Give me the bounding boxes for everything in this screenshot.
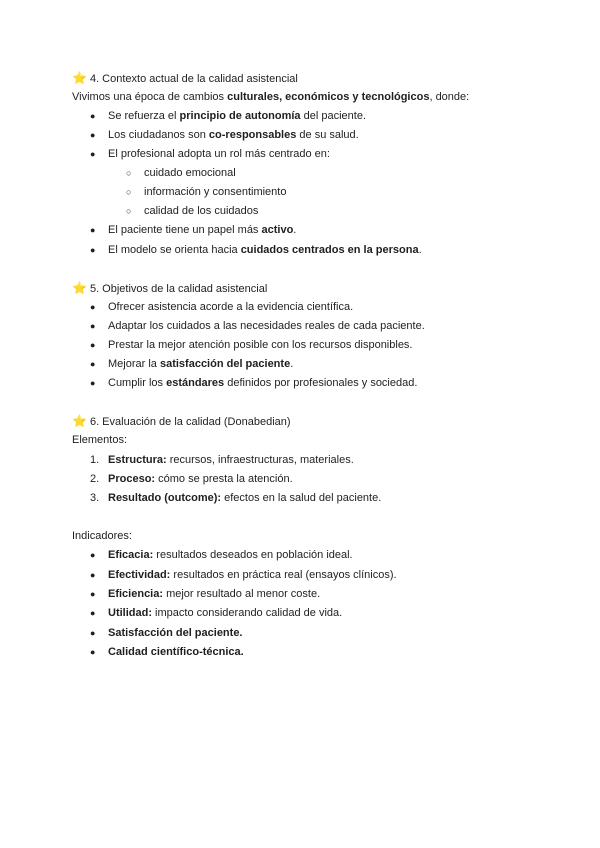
elements-label: Elementos: bbox=[72, 434, 128, 446]
bullet-icon: ● bbox=[90, 111, 96, 121]
bullet-icon: ● bbox=[90, 302, 96, 312]
bullet-icon: ● bbox=[90, 340, 96, 350]
list-item: ● Cumplir los estándares definidos por profesionales y sociedad. bbox=[90, 374, 417, 393]
hollow-bullet-icon: ○ bbox=[126, 168, 132, 178]
star-icon: ⭐ bbox=[72, 281, 87, 295]
list-item: ● Efectividad: resultados en práctica real (ensayos clínicos). bbox=[90, 566, 397, 585]
list-item: ● El paciente tiene un papel más activo. bbox=[90, 221, 296, 240]
bullet-icon: ● bbox=[90, 589, 96, 599]
section-6-heading: ⭐ 6. Evaluación de la calidad (Donabedian) bbox=[72, 414, 291, 428]
bullet-icon: ● bbox=[90, 550, 96, 560]
bullet-icon: ● bbox=[90, 225, 96, 235]
list-item: ● Eficiencia: mejor resultado al menor coste. bbox=[90, 585, 320, 604]
list-item: ● Utilidad: impacto considerando calidad de vida. bbox=[90, 604, 342, 623]
list-item: ● El modelo se orienta hacia cuidados centrados en la persona. bbox=[90, 241, 422, 260]
indicators-label: Indicadores: bbox=[72, 530, 132, 542]
sub-list-item: ○ calidad de los cuidados bbox=[126, 202, 258, 221]
bullet-icon: ● bbox=[90, 245, 96, 255]
bullet-icon: ● bbox=[90, 359, 96, 369]
bullet-icon: ● bbox=[90, 647, 96, 657]
star-icon: ⭐ bbox=[72, 414, 87, 428]
list-item: ● Adaptar los cuidados a las necesidades reales de cada paciente. bbox=[90, 317, 425, 336]
bullet-icon: ● bbox=[90, 130, 96, 140]
section-5-heading: ⭐ 5. Objetivos de la calidad asistencial bbox=[72, 281, 268, 295]
list-item: ● Se refuerza el principio de autonomía del paciente. bbox=[90, 107, 366, 126]
list-item: ● Calidad científico-técnica. bbox=[90, 643, 244, 662]
hollow-bullet-icon: ○ bbox=[126, 206, 132, 216]
hollow-bullet-icon: ○ bbox=[126, 187, 132, 197]
bullet-icon: ● bbox=[90, 570, 96, 580]
bullet-icon: ● bbox=[90, 321, 96, 331]
section-4-heading: ⭐ 4. Contexto actual de la calidad asistencial bbox=[72, 71, 298, 85]
star-icon: ⭐ bbox=[72, 71, 87, 85]
numbered-item: 3. Resultado (outcome): efectos en la salud del paciente. bbox=[90, 492, 382, 504]
bullet-icon: ● bbox=[90, 149, 96, 159]
numbered-item: 1. Estructura: recursos, infraestructuras, materiales. bbox=[90, 454, 354, 466]
list-item: ● Prestar la mejor atención posible con los recursos disponibles. bbox=[90, 336, 413, 355]
list-item: ● Los ciudadanos son co-responsables de su salud. bbox=[90, 126, 359, 145]
sub-list-item: ○ cuidado emocional bbox=[126, 164, 236, 183]
bullet-icon: ● bbox=[90, 378, 96, 388]
list-item: ● El profesional adopta un rol más centrado en: bbox=[90, 145, 330, 164]
section-4-intro: Vivimos una época de cambios culturales, económicos y tecnológicos, donde: bbox=[72, 91, 470, 103]
list-item: ● Eficacia: resultados deseados en población ideal. bbox=[90, 546, 353, 565]
bullet-icon: ● bbox=[90, 628, 96, 638]
sub-list-item: ○ información y consentimiento bbox=[126, 183, 286, 202]
bullet-icon: ● bbox=[90, 608, 96, 618]
list-item: ● Mejorar la satisfacción del paciente. bbox=[90, 355, 293, 374]
list-item: ● Satisfacción del paciente. bbox=[90, 624, 243, 643]
numbered-item: 2. Proceso: cómo se presta la atención. bbox=[90, 473, 293, 485]
list-item: ● Ofrecer asistencia acorde a la evidencia científica. bbox=[90, 298, 353, 317]
